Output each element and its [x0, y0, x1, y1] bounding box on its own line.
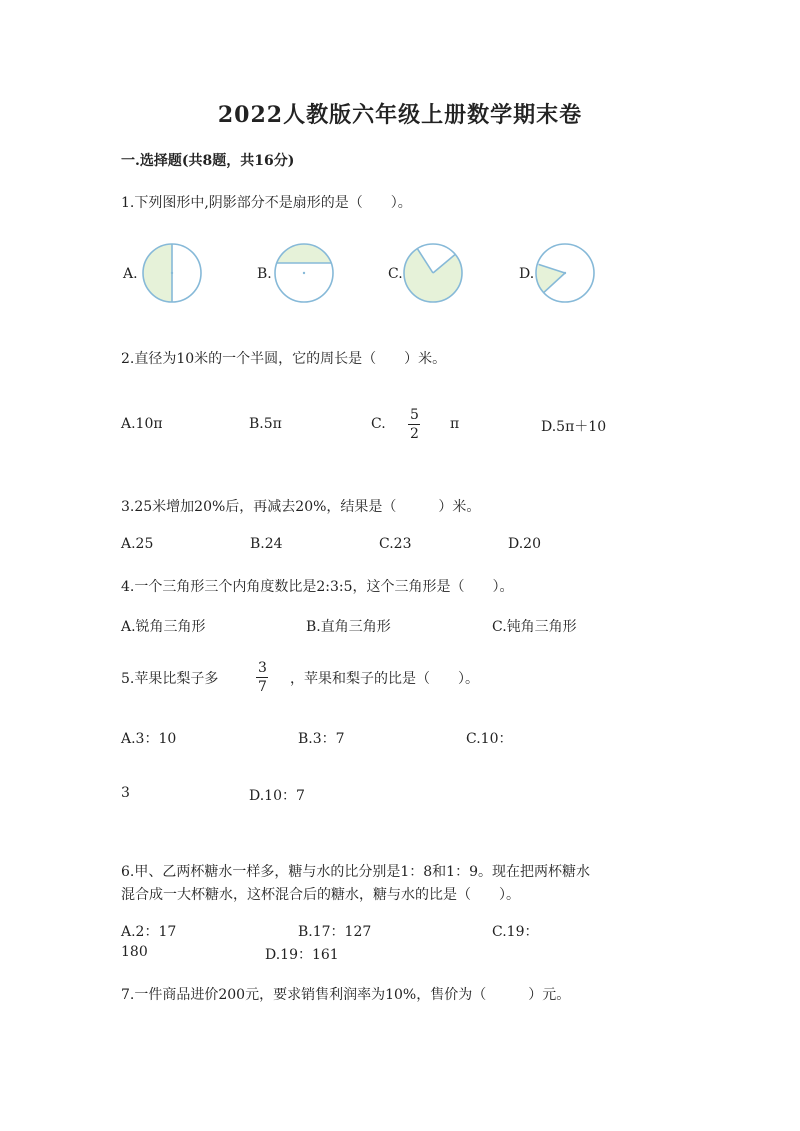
q6-option-a: A.2：17: [121, 924, 177, 940]
q1-option-c-label: C.: [388, 266, 403, 282]
fraction-bar: [256, 677, 268, 678]
fraction-denominator: 2: [410, 426, 419, 442]
q2-option-b: B.5π: [249, 416, 282, 432]
q5-option-d: D.10：7: [249, 788, 305, 804]
q5-option-c: C.10：: [466, 731, 513, 747]
q6-option-b: B.17：127: [298, 924, 372, 940]
q3-option-a: A.25: [121, 536, 154, 552]
q6-option-d: D.19：161: [265, 947, 339, 963]
question-2-text: 2.直径为10米的一个半圆，它的周长是（ ）米。: [121, 351, 447, 367]
q6-option-c-continued: 180: [121, 944, 148, 960]
q1-option-b-label: B.: [257, 266, 272, 282]
question-1-text: 1.下列图形中,阴影部分不是扇形的是（ ）。: [121, 195, 412, 211]
q4-option-a: A.锐角三角形: [121, 619, 206, 635]
q4-option-c: C.钝角三角形: [492, 619, 577, 635]
section-heading-choice: 一.选择题(共8题，共16分): [121, 153, 295, 169]
fraction-bar: [408, 424, 420, 425]
q5-option-a: A.3：10: [121, 731, 177, 747]
small-sector-shaded-icon: [535, 243, 595, 303]
q3-option-d: D.20: [508, 536, 541, 552]
q1-option-a-label: A.: [123, 266, 138, 282]
major-sector-shaded-icon: [403, 243, 463, 303]
question-6-text-line2: 混合成一大杯糖水，这杯混合后的糖水，糖与水的比是（ ）。: [121, 887, 520, 903]
q4-option-b: B.直角三角形: [306, 619, 391, 635]
q3-option-c: C.23: [379, 536, 412, 552]
q2-option-a: A.10π: [121, 416, 163, 432]
fraction-numerator: 3: [258, 660, 267, 676]
q2-option-c-fraction: [408, 407, 421, 442]
q2-option-d: D.5π＋10: [541, 419, 607, 435]
fraction-denominator: 7: [258, 679, 267, 695]
q1-option-d-label: D.: [519, 266, 535, 282]
question-6-text-line1: 6.甲、乙两杯糖水一样多，糖与水的比分别是1：8和1：9。现在把两杯糖水: [121, 864, 590, 880]
q5-option-b: B.3：7: [298, 731, 345, 747]
q2-option-c-label: C.: [371, 416, 386, 432]
question-4-text: 4.一个三角形三个内角度数比是2:3:5，这个三角形是（ ）。: [121, 579, 514, 595]
question-3-text: 3.25米增加20%后，再减去20%，结果是（ ）米。: [121, 499, 481, 515]
question-5-text-pre: 5.苹果比梨子多: [121, 671, 219, 687]
question-5-text-post: ，苹果和梨子的比是（ ）。: [290, 671, 479, 687]
q2-option-c-pi: π: [450, 416, 460, 432]
q5-fraction: [256, 660, 269, 695]
segment-shaded-icon: [274, 243, 334, 303]
q5-option-c-continued: 3: [121, 785, 130, 801]
question-7-text: 7.一件商品进价200元，要求销售利润率为10%，售价为（ ）元。: [121, 987, 571, 1003]
q3-option-b: B.24: [250, 536, 283, 552]
page-title: 2022人教版六年级上册数学期末卷: [217, 102, 583, 128]
q6-option-c: C.19：: [492, 924, 539, 940]
half-circle-shaded-icon: [142, 243, 202, 303]
fraction-numerator: 5: [410, 407, 419, 423]
